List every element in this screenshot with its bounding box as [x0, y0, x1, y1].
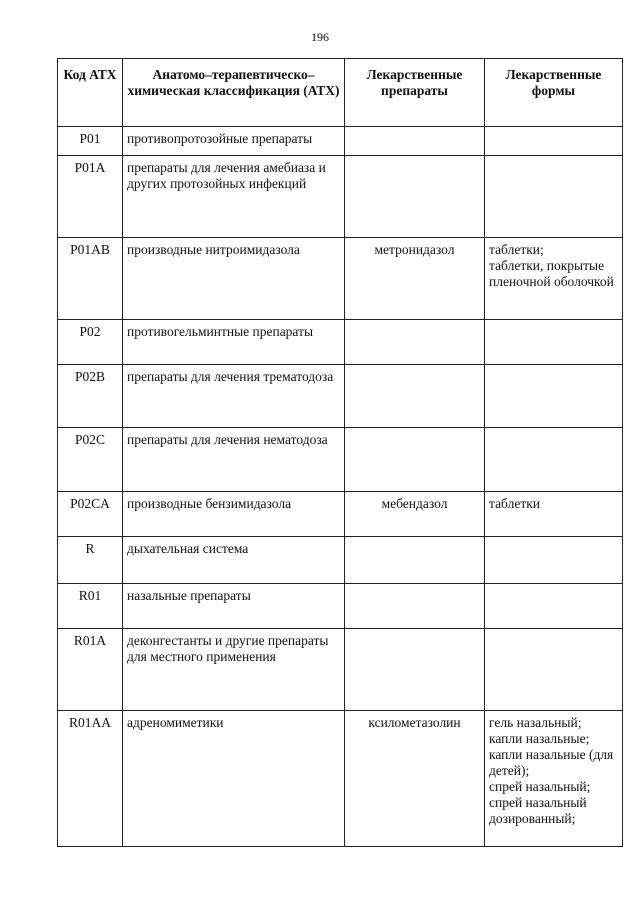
- row-forms: [485, 428, 623, 492]
- row-forms: [485, 629, 623, 711]
- row-forms: [485, 584, 623, 629]
- row-name: препараты для лечения трематодоза: [123, 365, 345, 428]
- row-forms: [485, 127, 623, 156]
- table-header-row: [58, 59, 623, 127]
- row-name: препараты для лечения нематодоза: [123, 428, 345, 492]
- atc-table: [57, 58, 623, 847]
- row-code: P02B: [58, 365, 123, 428]
- row-drug: [345, 365, 485, 428]
- row-name: назальные препараты: [123, 584, 345, 629]
- row-code: P02: [58, 320, 123, 365]
- header-drugs: Лекарственные препараты: [345, 59, 485, 127]
- row-code: R01A: [58, 629, 123, 711]
- row-code: R: [58, 537, 123, 584]
- row-drug: ксилометазолин: [345, 711, 485, 847]
- row-forms: [485, 320, 623, 365]
- row-forms: [485, 537, 623, 584]
- table-row: [58, 428, 623, 492]
- table-row: [58, 584, 623, 629]
- row-code: P01AB: [58, 238, 123, 320]
- row-code: R01: [58, 584, 123, 629]
- row-drug: [345, 428, 485, 492]
- table-row: [58, 127, 623, 156]
- row-drug: [345, 629, 485, 711]
- row-name: адреномиметики: [123, 711, 345, 847]
- row-name: препараты для лечения амебиаза и других протозойных инфекций: [123, 156, 345, 238]
- row-name: производные бензимидазола: [123, 492, 345, 537]
- table-row: [58, 156, 623, 238]
- row-code: P02C: [58, 428, 123, 492]
- row-forms: [485, 365, 623, 428]
- row-drug: [345, 320, 485, 365]
- row-drug: мебендазол: [345, 492, 485, 537]
- table-row: [58, 365, 623, 428]
- row-name: противопротозойные препараты: [123, 127, 345, 156]
- table-row: [58, 629, 623, 711]
- row-code: P02CA: [58, 492, 123, 537]
- row-name: производные нитроимидазола: [123, 238, 345, 320]
- row-name: дыхательная система: [123, 537, 345, 584]
- row-forms: гель назальный; капли назальные; капли назальные (для детей); спрей назальный; спрей назальный дозированный;: [485, 711, 623, 847]
- page-number: 196: [311, 30, 329, 44]
- row-drug: [345, 127, 485, 156]
- row-code: R01AA: [58, 711, 123, 847]
- table-row: [58, 238, 623, 320]
- row-code: P01A: [58, 156, 123, 238]
- header-code: Код АТХ: [58, 59, 123, 127]
- table-row: [58, 537, 623, 584]
- table-row: [58, 320, 623, 365]
- row-forms: таблетки: [485, 492, 623, 537]
- row-drug: [345, 584, 485, 629]
- table-row: [58, 711, 623, 847]
- row-drug: метронидазол: [345, 238, 485, 320]
- row-drug: [345, 156, 485, 238]
- row-name: деконгестанты и другие препараты для местного применения: [123, 629, 345, 711]
- row-name: противогельминтные препараты: [123, 320, 345, 365]
- table-row: [58, 492, 623, 537]
- row-forms: [485, 156, 623, 238]
- row-forms: таблетки; таблетки, покрытые пленочной оболочкой: [485, 238, 623, 320]
- row-drug: [345, 537, 485, 584]
- header-classification: Анатомо–терапевтическо–химическая классификация (АТХ): [123, 59, 345, 127]
- header-forms: Лекарственные формы: [485, 59, 623, 127]
- row-code: P01: [58, 127, 123, 156]
